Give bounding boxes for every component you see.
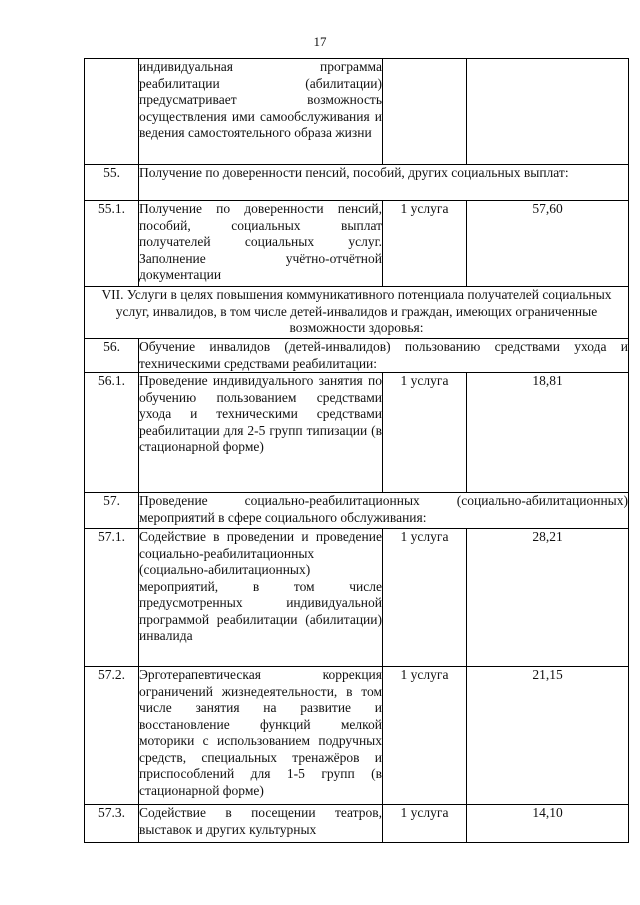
unit-value: 1 услуга <box>383 529 467 667</box>
table-row <box>85 201 629 287</box>
table-row <box>85 59 629 165</box>
row-number: 57.1. <box>85 529 139 667</box>
price-value: 14,10 <box>467 805 629 843</box>
service-description: Содействие в посещении театров, выставок и других культурных <box>139 805 383 843</box>
price-value: 21,15 <box>467 667 629 805</box>
service-description: Получение по доверенности пенсий, пособий, социальных выплат получателей социальных услуг. Заполнение учётно-отчётной документации <box>139 201 383 287</box>
unit-value: 1 услуга <box>383 667 467 805</box>
price-value: 28,21 <box>467 529 629 667</box>
unit-value: 1 услуга <box>383 805 467 843</box>
table-row <box>85 373 629 493</box>
row-number: 57. <box>85 493 139 529</box>
service-group-title: Обучение инвалидов (детей-инвалидов) пользованию средствами ухода и техническими средствами реабилитации: <box>139 339 628 371</box>
unit-value: 1 услуга <box>383 373 467 493</box>
table-row <box>85 805 629 843</box>
table-row <box>85 493 629 529</box>
row-number: 56. <box>85 339 139 373</box>
row-number: 56.1. <box>85 373 139 493</box>
row-number-cell <box>85 59 139 165</box>
section-heading: VII. Услуги в целях повышения коммуникативного потенциала получателей социальных услуг, инвалидов, в том числе детей-инвалидов и граждан, имеющих ограниченные возможности здоровья: <box>85 287 629 339</box>
service-description: Проведение индивидуального занятия по обучению пользованием средствами ухода и техническими средствами реабилитации для 2-5 групп типизации (в стационарной форме) <box>139 373 383 493</box>
price-value: 57,60 <box>467 201 629 287</box>
unit-value: 1 услуга <box>383 201 467 287</box>
table-row <box>85 667 629 805</box>
section-row <box>85 287 629 339</box>
service-group-title: Получение по доверенности пенсий, пособий, других социальных выплат: <box>139 165 629 201</box>
service-description: индивидуальная программа реабилитации (абилитации) предусматривает возможность осуществления ими самообслуживания и ведения самостоятельного образа жизни <box>139 59 383 165</box>
row-number: 57.2. <box>85 667 139 805</box>
table-row <box>85 339 629 373</box>
table-row <box>85 529 629 667</box>
page-number: 17 <box>313 34 327 49</box>
service-description: Эрготерапевтическая коррекция ограничений жизнедеятельности, в том числе занятия на развитие и восстановление функций мелкой моторики с использованием подручных средств, специальных тренажёров и приспособлений для 1-5 групп (в стационарной форме) <box>139 667 383 805</box>
table-row <box>85 165 629 201</box>
service-group-title: Проведение социально-реабилитационных (социально-абилитационных) мероприятий в сфере социального обслуживания: <box>139 493 629 529</box>
row-number: 55. <box>85 165 139 201</box>
unit-cell <box>383 59 467 165</box>
row-number: 55.1. <box>85 201 139 287</box>
service-description: Содействие в проведении и проведение социально-реабилитационных (социально-абилитационных) мероприятий, в том числе предусмотренных индивидуальной программой реабилитации (абилитации) инвалида <box>139 529 383 667</box>
price-cell <box>467 59 629 165</box>
row-number: 57.3. <box>85 805 139 843</box>
price-value: 18,81 <box>467 373 629 493</box>
services-tariff-table <box>84 58 629 843</box>
